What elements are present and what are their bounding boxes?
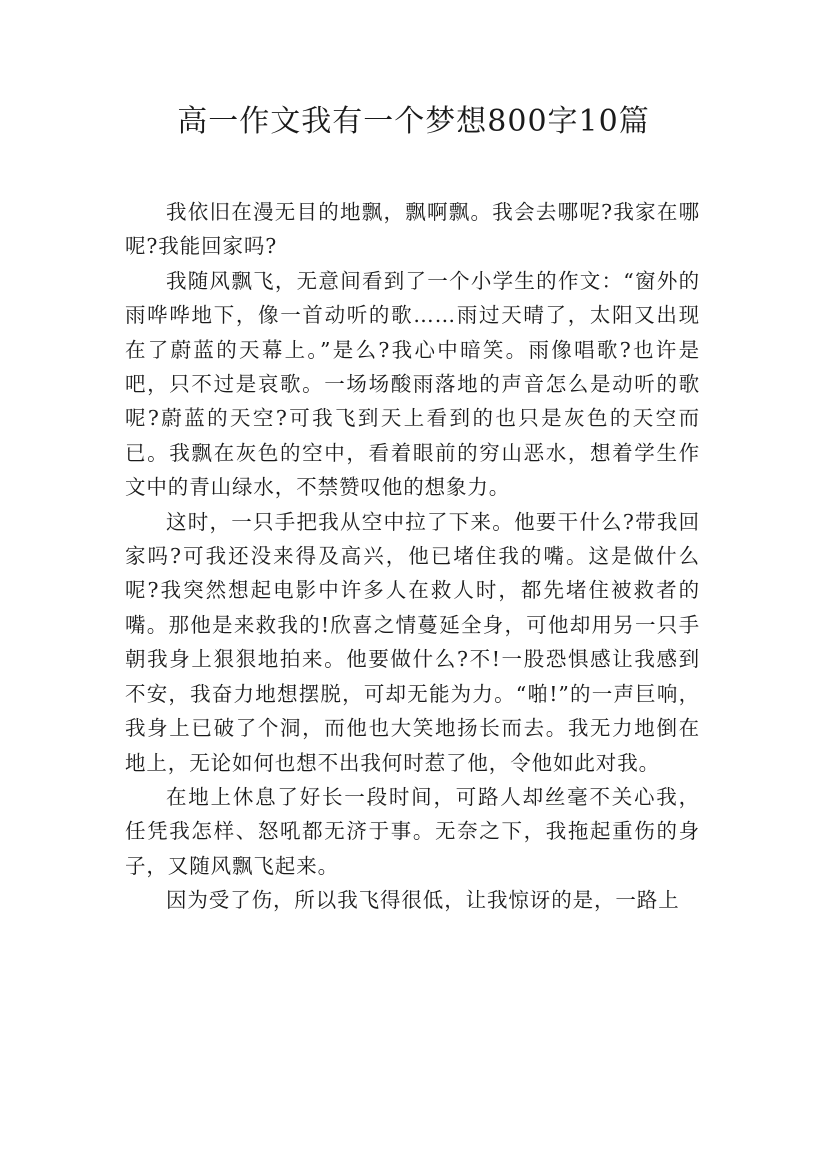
paragraph-5: 因为受了伤，所以我飞得很低，让我惊讶的是，一路上: [166, 888, 680, 913]
paragraph-4: 在地上休息了好长一段时间，可路人却丝毫不关心我，任凭我怎样、怒吼都无济于事。无奈之下，我拖起重伤的身子，又随风飘飞起来。: [125, 784, 700, 878]
document-title: 高一作文我有一个梦想800字10篇: [177, 104, 650, 139]
paragraph-2: 我随风飘飞，无意间看到了一个小学生的作文：“窗外的雨哗哗地下，像一首动听的歌……雨过天晴了，太阳又出现在了蔚蓝的天幕上。”是么?我心中暗笑。雨像唱歌?也许是吧，只不过是哀歌。一场场酸雨落地的声音怎么是动听的歌呢?蔚蓝的天空?可我飞到天上看到的也只是灰色的天空而已。我飘在灰色的空中，看着眼前的穷山恶水，想着学生作文中的青山绿水，不禁赞叹他的想象力。: [125, 268, 700, 500]
paragraph-3: 这时，一只手把我从空中拉了下来。他要干什么?带我回家吗?可我还没来得及高兴，他已堵住我的嘴。这是做什么呢?我突然想起电影中许多人在救人时，都先堵住被救者的嘴。那他是来救我的!欣喜之情蔓延全身，可他却用另一只手朝我身上狠狠地拍来。他要做什么?不!一股恐惧感让我感到不安，我奋力地想摆脱，可却无能为力。“啪!”的一声巨响，我身上已破了个洞，而他也大笑地扬长而去。我无力地倒在地上，无论如何也想不出我何时惹了他，令他如此对我。: [125, 509, 700, 775]
document-body: [125, 195, 700, 918]
paragraph-1: 我依旧在漫无目的地飘，飘啊飘。我会去哪呢?我家在哪呢?我能回家吗?: [125, 200, 700, 259]
